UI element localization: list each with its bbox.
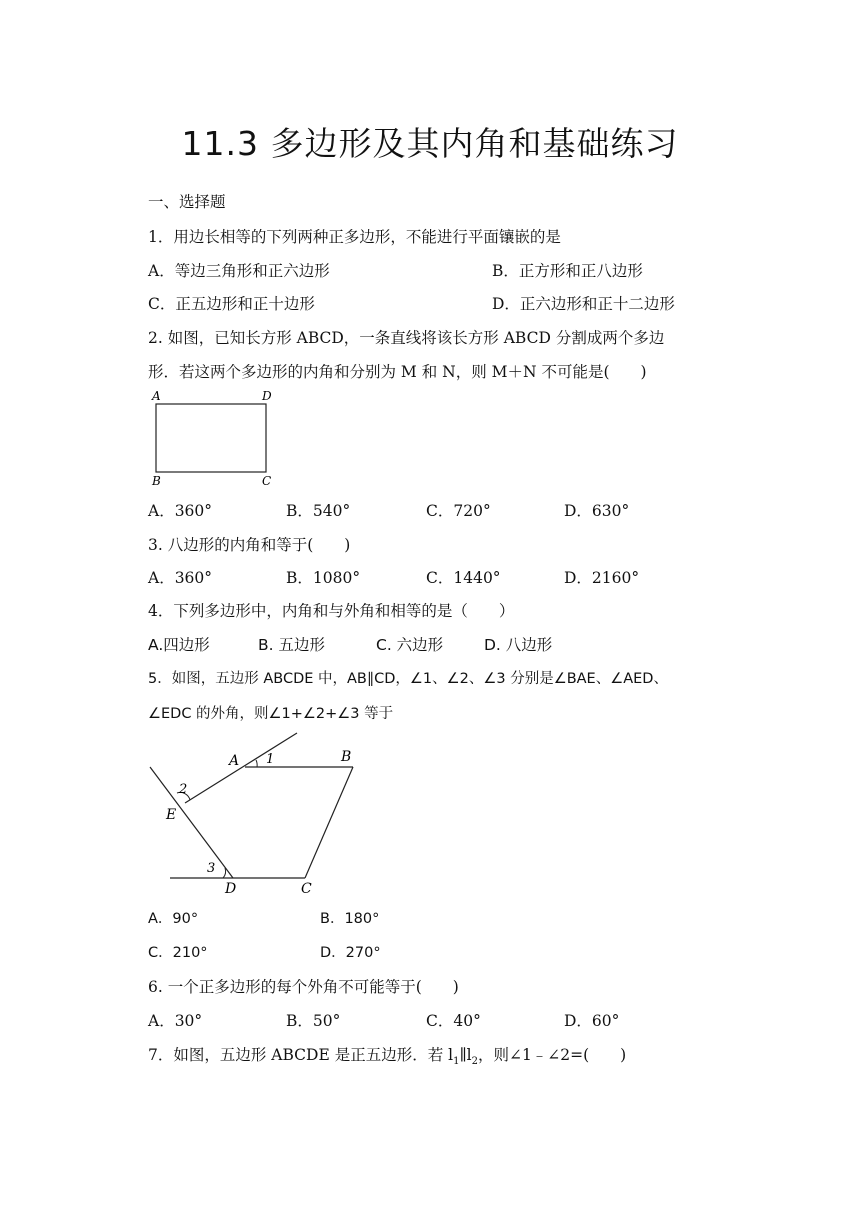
question-5-line-2: ∠EDC 的外角，则∠1+∠2+∠3 等于 (148, 706, 394, 722)
label-c: C (262, 474, 272, 488)
q1-option-b: B．正方形和正八边形 (492, 262, 643, 280)
q5-option-b: B．180° (320, 911, 380, 927)
q3-option-b: B．1080° (286, 569, 361, 587)
question-2-line-2: 形．若这两个多边形的内角和分别为 M 和 N，则 M＋N 不可能是( ) (148, 363, 647, 381)
label-1: 1 (266, 752, 275, 767)
q4-option-c: C. 六边形 (376, 636, 444, 654)
angle-1-mark (256, 760, 257, 767)
pentagon-figure (145, 725, 365, 897)
question-3-stem: 3. 八边形的内角和等于( ) (148, 536, 351, 554)
label-a: A (229, 753, 240, 769)
q5-option-c: C．210° (148, 945, 208, 961)
q7-subscript-2: 2 (471, 1056, 478, 1068)
q6-option-a: A．30° (148, 1012, 203, 1030)
rectangle-figure (145, 386, 285, 490)
label-c: C (301, 881, 312, 897)
label-3: 3 (207, 861, 216, 876)
question-2-line-1: 2. 如图，已知长方形 ABCD，一条直线将该长方形 ABCD 分割成两个多边 (148, 329, 665, 347)
q7-parallel-symbol: ∥l (459, 1046, 472, 1064)
q6-option-b: B．50° (286, 1012, 341, 1030)
q7-stem-start: 7．如图，五边形 ABCDE 是正五边形．若 l (148, 1046, 454, 1064)
question-6-stem: 6. 一个正多边形的每个外角不可能等于( ) (148, 978, 459, 996)
section-heading: 一、选择题 (148, 193, 226, 211)
q4-option-a: A.四边形 (148, 636, 210, 654)
q4-option-d: D. 八边形 (484, 636, 553, 654)
q2-option-b: B．540° (286, 502, 351, 520)
q6-option-c: C．40° (426, 1012, 481, 1030)
segment-bc (305, 767, 353, 878)
q5-option-d: D．270° (320, 945, 381, 961)
q3-option-a: A．360° (148, 569, 213, 587)
label-b: B (152, 474, 161, 488)
q2-option-d: D．630° (564, 502, 630, 520)
q2-option-c: C．720° (426, 502, 491, 520)
q1-option-d: D．正六边形和正十二边形 (492, 295, 675, 313)
q5-option-a: A．90° (148, 911, 199, 927)
q4-option-b: B. 五边形 (258, 636, 325, 654)
q7-stem-end: ，则∠1﹣∠2=( ) (477, 1046, 627, 1064)
label-d: D (262, 389, 272, 403)
line-ed-extension (150, 767, 233, 878)
label-b: B (341, 749, 352, 765)
q3-option-d: D．2160° (564, 569, 640, 587)
q2-option-a: A．360° (148, 502, 213, 520)
label-2: 2 (179, 782, 188, 797)
q1-option-a: A．等边三角形和正六边形 (148, 262, 330, 280)
q7-subscript-1: 1 (453, 1056, 460, 1068)
question-5-line-1: 5．如图，五边形 ABCDE 中，AB∥CD，∠1、∠2、∠3 分别是∠BAE、∠AED、 (148, 671, 668, 687)
question-7-stem (148, 1043, 626, 1067)
rectangle-abcd (156, 404, 266, 472)
q3-option-c: C．1440° (426, 569, 501, 587)
angle-3-mark (223, 868, 226, 878)
label-a: A (152, 389, 161, 403)
question-1-stem: 1．用边长相等的下列两种正多边形，不能进行平面镶嵌的是 (148, 228, 561, 246)
page-title: 11.3 多边形及其内角和基础练习 (181, 124, 679, 163)
q6-option-d: D．60° (564, 1012, 620, 1030)
line-ea-extension (185, 733, 297, 803)
q1-option-c: C．正五边形和正十边形 (148, 295, 315, 313)
question-4-stem: 4．下列多边形中，内角和与外角和相等的是（ ） (148, 602, 515, 620)
label-d: D (225, 881, 237, 897)
label-e: E (166, 807, 177, 823)
